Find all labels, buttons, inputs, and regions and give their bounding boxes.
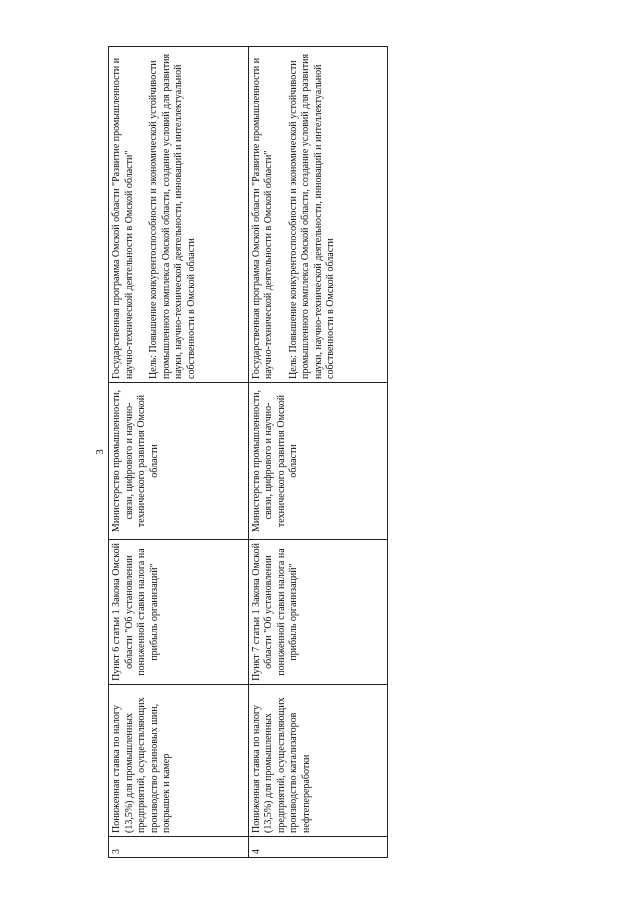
benefit-description: Пониженная ставка по налогу (13,5%) для промышленных предприятий, осуществляющих производство катализаторов нефтепереработки: [248, 685, 388, 837]
benefit-description: Пониженная ставка по налогу (13,5%) для промышленных предприятий, осуществляющих производство резиновых шин, покрышек и камер: [109, 685, 249, 837]
row-number: 4: [248, 837, 388, 858]
program-title: Государственная программа Омской области "Развитие промышленности и научно-технической деятельности в Омской области": [111, 57, 135, 379]
spacer: [276, 50, 288, 379]
rotated-content: [92, 46, 392, 858]
responsible-ministry: Министерство промышленности, связи, цифрового и научно-технического развития Омской области: [109, 383, 249, 540]
page-number: 3: [94, 449, 106, 455]
legal-basis: Пункт 6 статьи 1 Закона Омской области "Об установлении пониженной ставки налога на прибыль организаций": [109, 540, 249, 685]
tax-benefits-table: [108, 46, 388, 858]
legal-basis: Пункт 7 статьи 1 Закона Омской области "Об установлении пониженной ставки налога на прибыль организаций": [248, 540, 388, 685]
program-cell: [109, 47, 249, 383]
table-row: [109, 47, 249, 858]
program-title: Государственная программа Омской области "Развитие промышленности и научно-технической деятельности в Омской области": [250, 57, 274, 379]
table-row: [248, 47, 388, 858]
responsible-ministry: Министерство промышленности, связи, цифрового и научно-технического развития Омской области: [248, 383, 388, 540]
program-cell: [248, 47, 388, 383]
spacer: [136, 50, 148, 379]
program-goal: Цель: Повышение конкурентоспособности и экономической устойчивости промышленного комплекса Омской области, создание условий для развития науки, научно-технической деятельности, инноваций и интеллектуальной собственности в Омской области: [287, 53, 336, 379]
program-goal: Цель: Повышение конкурентоспособности и экономической устойчивости промышленного комплекса Омской области, создание условий для развития науки, научно-технической деятельности, инноваций и интеллектуальной собственности в Омской области: [148, 53, 197, 379]
row-number: 3: [109, 837, 249, 858]
